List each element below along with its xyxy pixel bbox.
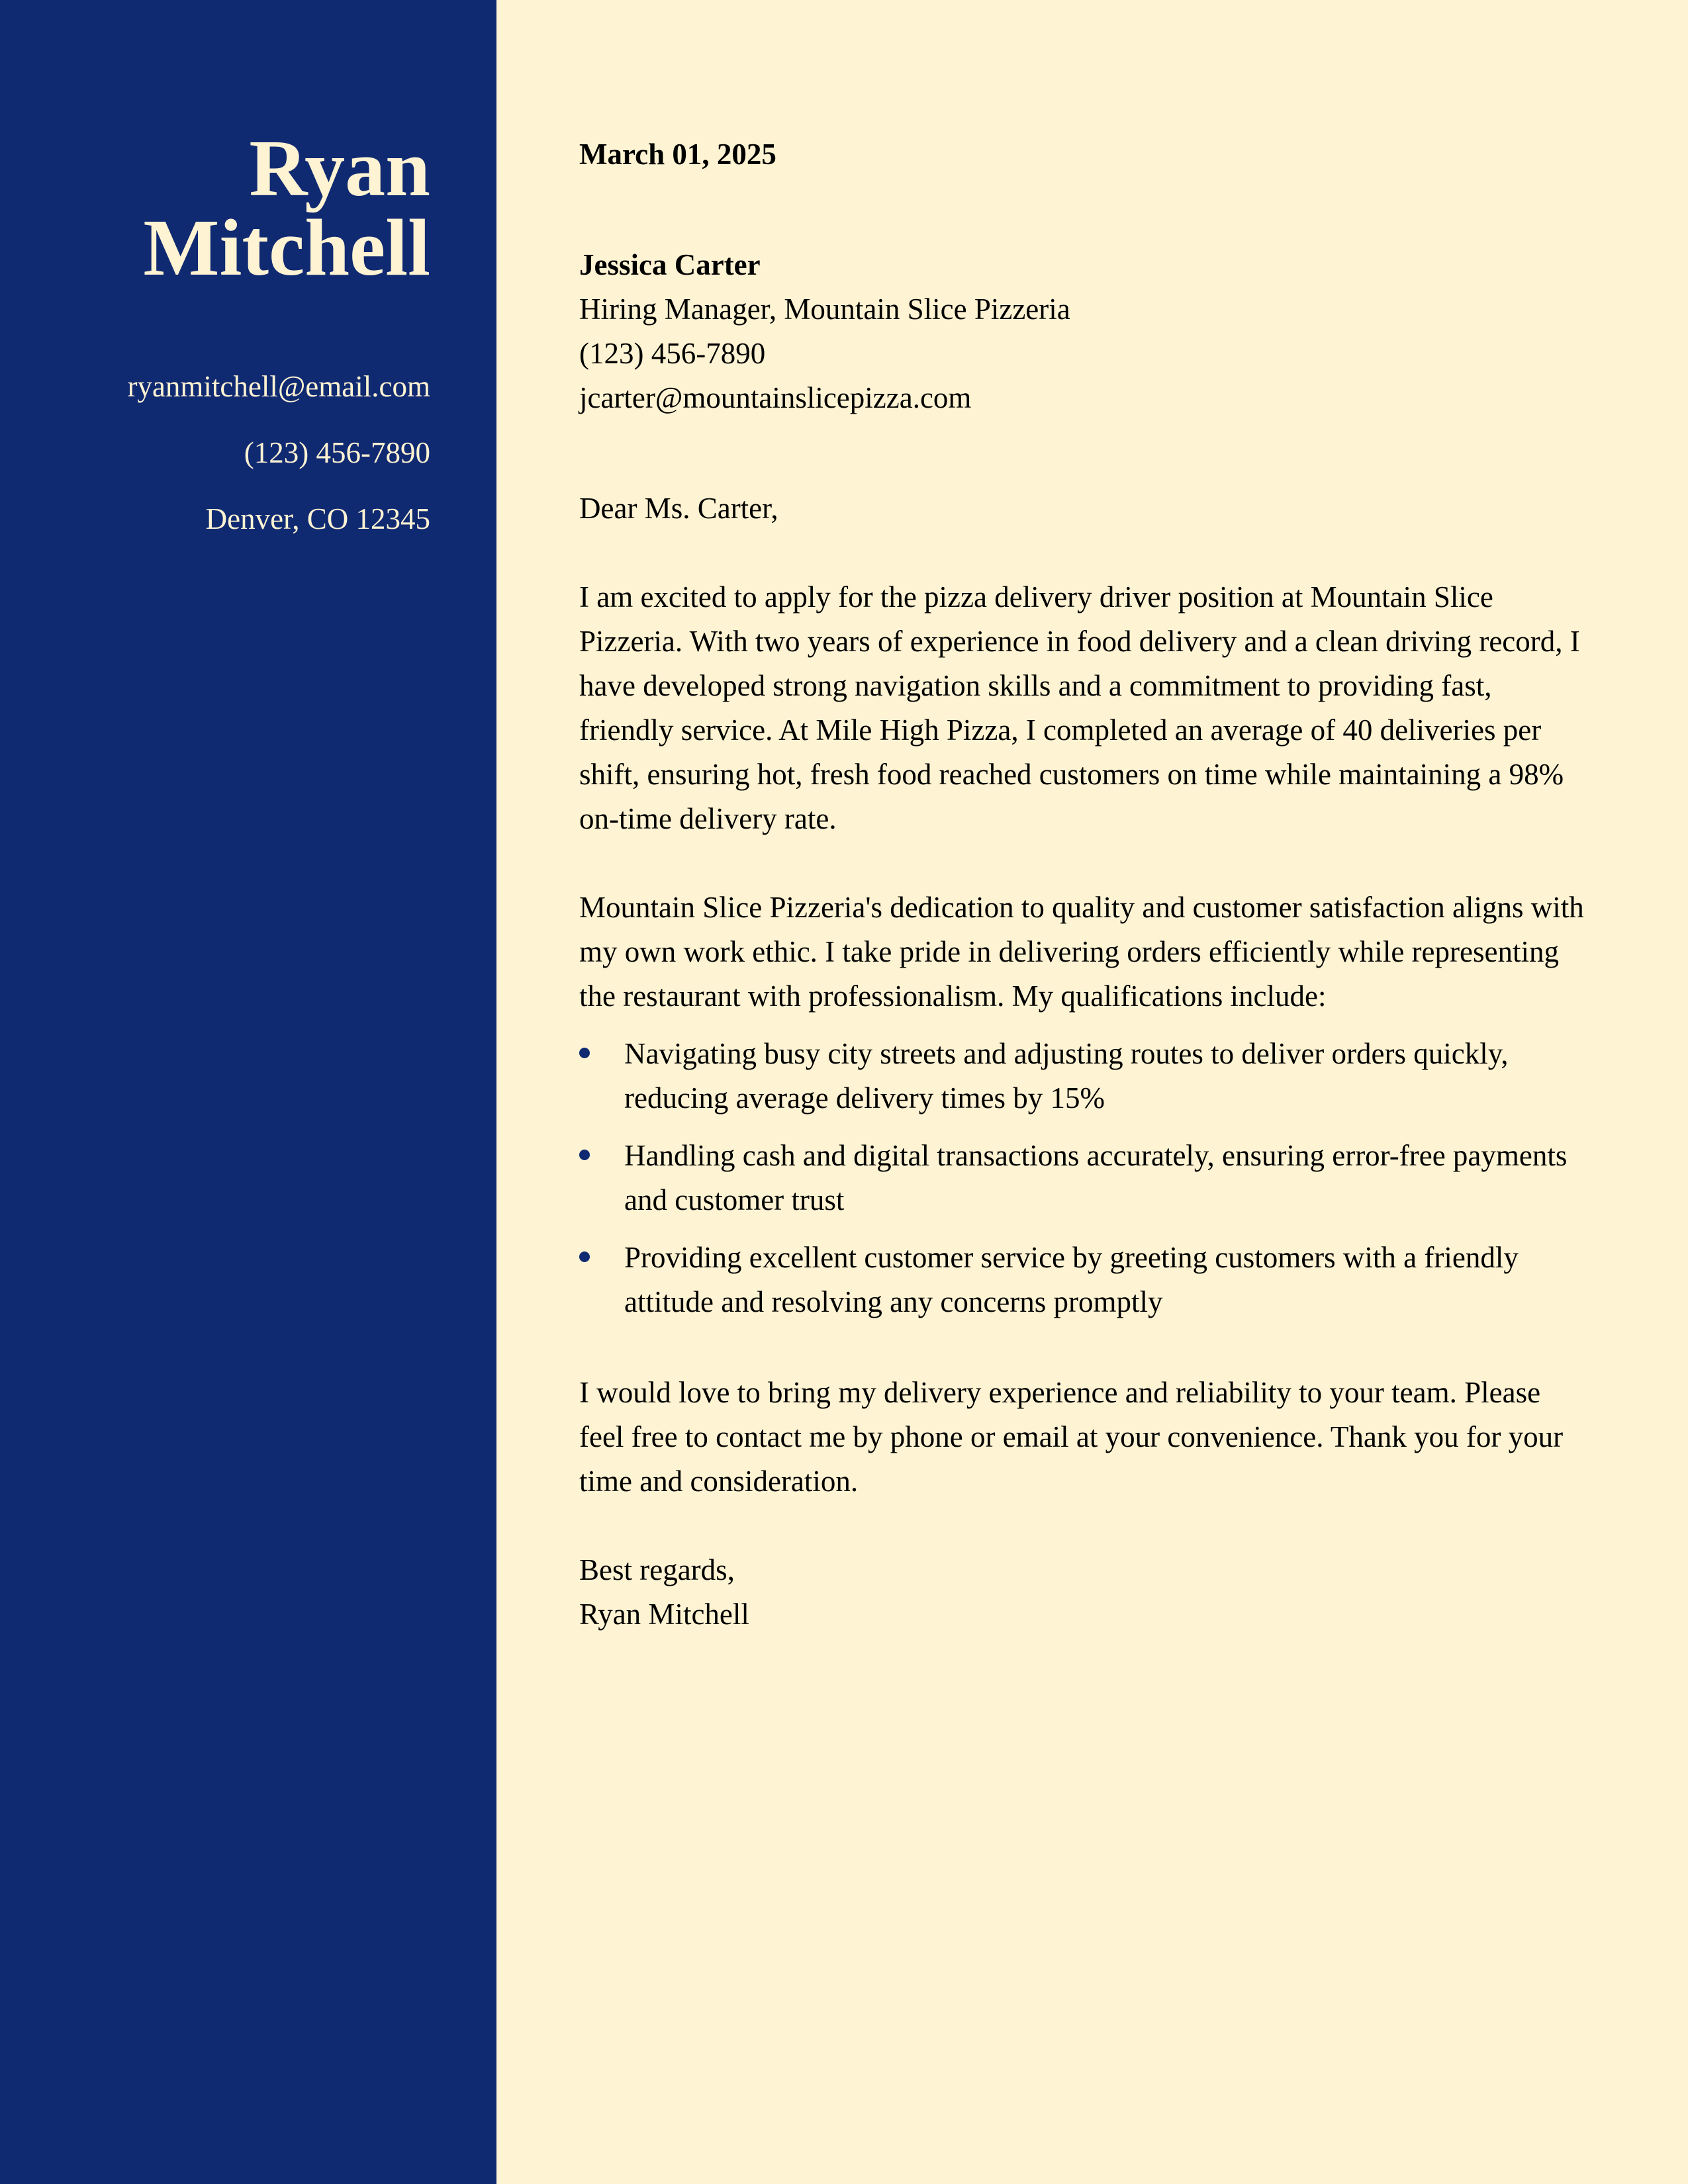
bullet-icon xyxy=(579,1048,590,1058)
closing-phrase: Best regards, xyxy=(579,1553,735,1586)
sender-email[interactable]: ryanmitchell@email.com xyxy=(127,370,430,403)
bullet-icon xyxy=(579,1251,590,1262)
recipient-block xyxy=(579,243,1592,420)
sender-phone[interactable]: (123) 456-7890 xyxy=(244,436,430,469)
recipient-title: Hiring Manager, Mountain Slice Pizzeria xyxy=(579,293,1070,326)
paragraph-intro: I am excited to apply for the pizza delivery driver position at Mountain Slice Pizzeria. With two years of experience in food delivery and a clean driving record, I have developed strong navigation skills and a commitment to providing fast, friendly service. At Mile High Pizza, I completed an average of 40 deliveries per shift, ensuring hot, fresh food reached customers on time while maintaining a 98% on-time delivery rate. xyxy=(579,580,1580,835)
letter-body xyxy=(579,132,1592,1637)
sender-last-name: Mitchell xyxy=(143,203,430,293)
salutation: Dear Ms. Carter, xyxy=(579,492,778,525)
qualification-text: Handling cash and digital transactions accurately, ensuring error-free payments and customer trust xyxy=(624,1139,1568,1216)
sender-name xyxy=(143,124,430,293)
paragraph-fit: Mountain Slice Pizzeria's dedication to quality and customer satisfaction aligns with my own work ethic. I take pride in delivering orders efficiently while representing the restaurant with professionalism. My qualifications include: xyxy=(579,891,1584,1013)
qualification-text: Navigating busy city streets and adjusting routes to deliver orders quickly, reducing average delivery times by 15% xyxy=(624,1037,1509,1115)
bullet-icon xyxy=(579,1150,590,1160)
sidebar xyxy=(0,0,496,2184)
sender-first-name: Ryan xyxy=(249,124,430,213)
letter-date: March 01, 2025 xyxy=(579,138,776,171)
signature: Ryan Mitchell xyxy=(579,1598,749,1631)
recipient-name: Jessica Carter xyxy=(579,248,761,281)
list-item xyxy=(579,1134,1592,1222)
sender-location: Denver, CO 12345 xyxy=(205,502,430,535)
qualification-text: Providing excellent customer service by greeting customers with a friendly attitude and resolving any concerns promptly xyxy=(624,1241,1519,1318)
paragraph-closing: I would love to bring my delivery experience and reliability to your team. Please feel free to contact me by phone or email at your convenience. Thank you for your time and consideration. xyxy=(579,1376,1564,1498)
list-item xyxy=(579,1032,1592,1120)
signoff xyxy=(579,1548,1592,1637)
qualifications-list xyxy=(579,1032,1592,1324)
recipient-email[interactable]: jcarter@mountainslicepizza.com xyxy=(579,381,972,414)
list-item xyxy=(579,1236,1592,1324)
sender-contact xyxy=(127,365,430,564)
recipient-phone[interactable]: (123) 456-7890 xyxy=(579,337,766,370)
